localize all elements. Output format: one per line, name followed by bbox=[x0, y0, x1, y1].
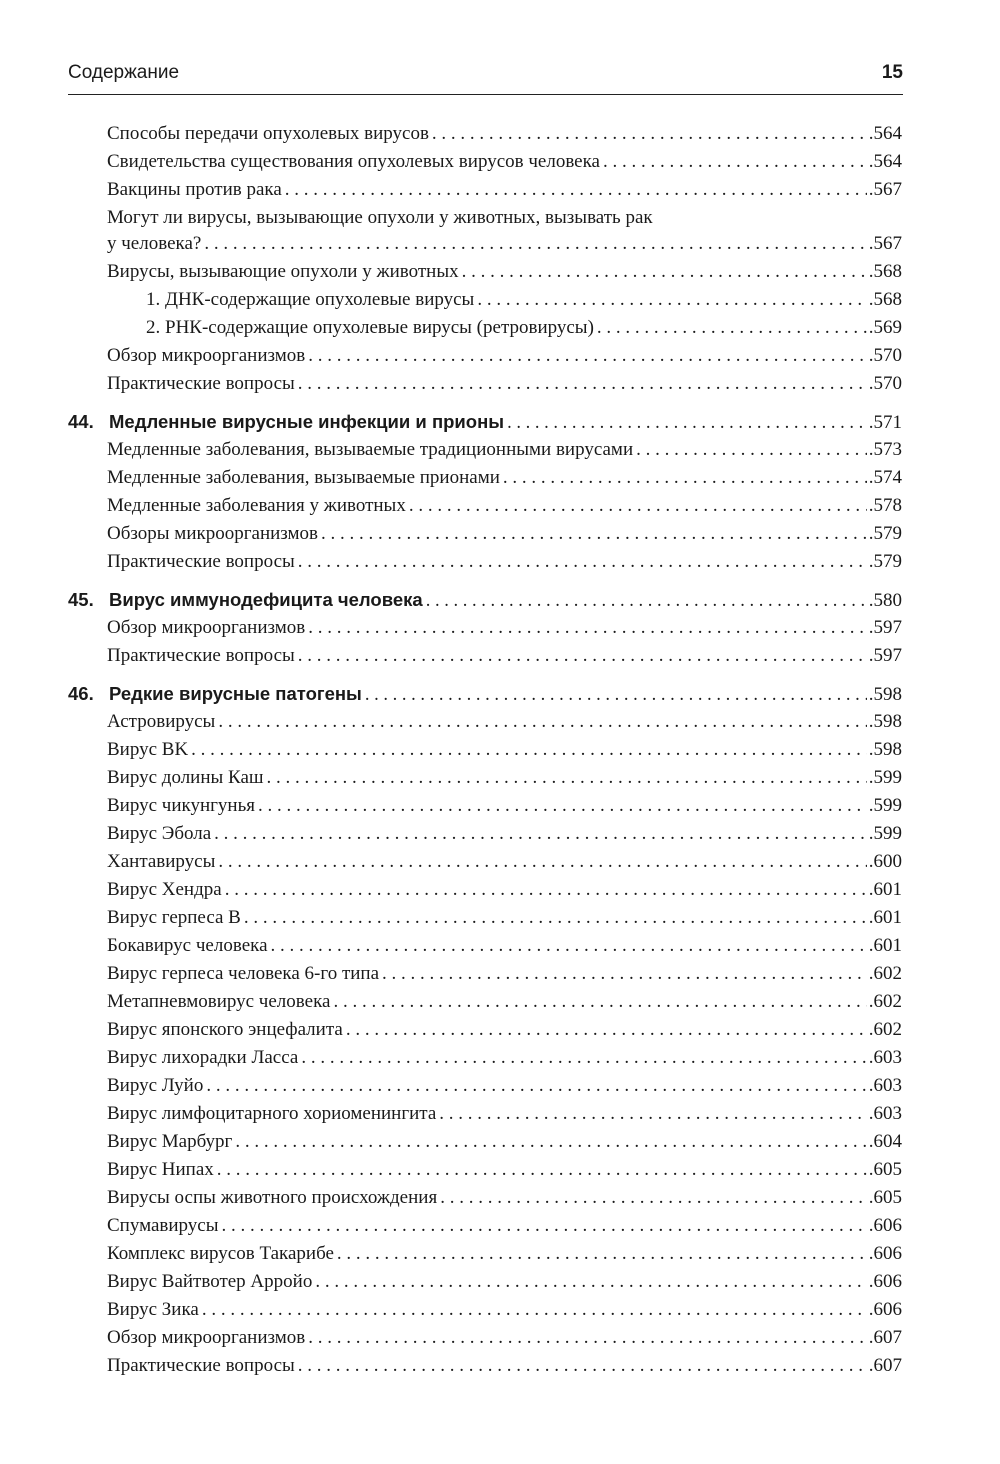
dot-leader bbox=[432, 120, 867, 148]
toc-entry-text: Хантавирусы bbox=[107, 851, 216, 872]
dot-leader bbox=[462, 258, 867, 286]
toc-page-number: .605 bbox=[868, 1159, 902, 1180]
toc-entry bbox=[107, 848, 902, 876]
toc-entry bbox=[107, 736, 902, 764]
toc-entry bbox=[107, 548, 902, 576]
toc-page-number: .570 bbox=[868, 345, 902, 366]
toc-page-number: .599 bbox=[868, 767, 902, 788]
toc-entry-label bbox=[107, 1352, 295, 1380]
dot-leader bbox=[346, 1016, 867, 1044]
toc-entry-label bbox=[107, 1268, 312, 1296]
dot-leader bbox=[315, 1268, 866, 1296]
dot-leader bbox=[440, 1184, 867, 1212]
toc-entry-text: 2. РНК-содержащие опухолевые вирусы (ретровирусы) bbox=[146, 317, 594, 338]
toc-page-number: .603 bbox=[868, 1103, 902, 1124]
toc-entry bbox=[107, 1240, 902, 1268]
dot-leader bbox=[298, 642, 867, 670]
dot-leader bbox=[285, 176, 867, 204]
toc-entry-text: Вирус Зика bbox=[107, 1299, 199, 1320]
toc-entry-text: Обзор микроорганизмов bbox=[107, 1327, 306, 1348]
chapter-number: 45. bbox=[68, 589, 94, 610]
toc-entry-text: Метапневмовирус человека bbox=[107, 991, 331, 1012]
dot-leader bbox=[298, 548, 867, 576]
toc-entry bbox=[107, 820, 902, 848]
toc-entry-label bbox=[107, 1072, 203, 1100]
toc-entry-label bbox=[107, 1156, 214, 1184]
toc-entry-label bbox=[107, 820, 211, 848]
toc-entry-label bbox=[68, 680, 362, 708]
toc-entry bbox=[107, 1324, 902, 1352]
toc-entry bbox=[107, 1268, 902, 1296]
toc-entry bbox=[107, 176, 902, 204]
toc-entry-text: Способы передачи опухолевых вирусов bbox=[107, 123, 429, 144]
dot-leader bbox=[235, 1128, 866, 1156]
dot-leader bbox=[267, 764, 867, 792]
toc-entry-label-line: Могут ли вирусы, вызывающие опухоли у животных, вызывать рак bbox=[107, 207, 653, 228]
toc-entry bbox=[107, 1016, 902, 1044]
toc-entry-label bbox=[107, 1212, 219, 1240]
toc-page-number: .569 bbox=[868, 317, 902, 338]
dot-leader bbox=[603, 148, 867, 176]
dot-leader bbox=[308, 614, 867, 642]
toc-entry-label bbox=[107, 176, 282, 204]
dot-leader bbox=[191, 736, 867, 764]
toc-entry-text: Вирус иммунодефицита человека bbox=[109, 589, 423, 610]
toc-entry-text: Обзоры микроорганизмов bbox=[107, 523, 319, 544]
chapter-number: 44. bbox=[68, 411, 94, 432]
toc-page-number: .578 bbox=[868, 495, 902, 516]
toc-page-number: .568 bbox=[868, 289, 902, 310]
toc-entry bbox=[107, 1212, 902, 1240]
toc-entry-text: Медленные заболевания, вызываемые прионами bbox=[107, 467, 500, 488]
toc-entry-label bbox=[107, 492, 406, 520]
toc-entry-text: Вирус чикунгунья bbox=[107, 795, 255, 816]
section-title: Содержание bbox=[68, 62, 180, 83]
toc-entry-label bbox=[107, 614, 305, 642]
toc-page-number: .567 bbox=[868, 233, 902, 254]
toc-page-number: .601 bbox=[868, 935, 902, 956]
toc-page-number: .579 bbox=[868, 551, 902, 572]
dot-leader bbox=[271, 932, 867, 960]
dot-leader bbox=[333, 988, 866, 1016]
toc-entry-text: Вирус лимфоцитарного хориоменингита bbox=[107, 1103, 437, 1124]
toc-entry-label bbox=[107, 1184, 437, 1212]
toc-entry-label bbox=[107, 230, 201, 258]
toc-page-number: .597 bbox=[868, 645, 902, 666]
toc-page-number: .597 bbox=[868, 617, 902, 638]
dot-leader bbox=[426, 587, 867, 615]
toc-entry-text: Вирус Марбург bbox=[107, 1131, 233, 1152]
toc-entry-label bbox=[107, 792, 255, 820]
toc-entry-label bbox=[107, 1324, 305, 1352]
toc-page-number: .579 bbox=[868, 523, 902, 544]
toc-entry-text: Вирус Вайтвотер Арройо bbox=[107, 1271, 313, 1292]
dot-leader bbox=[636, 436, 867, 464]
toc-page-number: .606 bbox=[868, 1299, 902, 1320]
toc-entry-label bbox=[107, 642, 295, 670]
toc-entry bbox=[107, 1100, 902, 1128]
toc-entry-text: Практические вопросы bbox=[107, 551, 295, 572]
toc-page-number: .600 bbox=[868, 851, 902, 872]
toc-entry-label bbox=[107, 988, 330, 1016]
toc-entry bbox=[146, 286, 902, 314]
toc-entry-text: Вирус Эбола bbox=[107, 823, 212, 844]
toc-entry bbox=[107, 230, 902, 258]
toc-entry-text: Вирус BK bbox=[107, 739, 189, 760]
dot-leader bbox=[308, 342, 867, 370]
toc-page-number: .607 bbox=[868, 1355, 902, 1376]
dot-leader bbox=[225, 876, 867, 904]
toc-page-number: .599 bbox=[868, 795, 902, 816]
toc-entry bbox=[107, 764, 902, 792]
toc-entry-label bbox=[107, 148, 600, 176]
dot-leader bbox=[321, 520, 867, 548]
dot-leader bbox=[244, 904, 867, 932]
dot-leader bbox=[202, 1296, 867, 1324]
toc-chapter bbox=[68, 680, 902, 708]
toc-entry-label bbox=[107, 1100, 436, 1128]
toc-entry-text: Медленные заболевания у животных bbox=[107, 495, 406, 516]
toc-entry bbox=[107, 932, 902, 960]
toc-entry bbox=[107, 988, 902, 1016]
toc-page-number: .606 bbox=[868, 1271, 902, 1292]
toc-entry bbox=[107, 642, 902, 670]
toc-entry-text: Практические вопросы bbox=[107, 1355, 295, 1376]
toc-entry-label bbox=[107, 520, 318, 548]
toc-entry-label bbox=[107, 1296, 199, 1324]
toc-entry-text: Вирус Хендра bbox=[107, 879, 222, 900]
toc-page-number: .598 bbox=[868, 711, 902, 732]
toc-page-number: .603 bbox=[868, 1075, 902, 1096]
toc-entry-label bbox=[107, 1016, 343, 1044]
toc-entry-text: Практические вопросы bbox=[107, 645, 295, 666]
toc-entry bbox=[107, 792, 902, 820]
dot-leader bbox=[258, 792, 867, 820]
toc-entry-text: Вирус Нипах bbox=[107, 1159, 214, 1180]
toc-entry-text: Астровирусы bbox=[107, 711, 216, 732]
dot-leader bbox=[206, 1072, 866, 1100]
toc-entry bbox=[107, 258, 902, 286]
toc-entry-label bbox=[107, 764, 264, 792]
toc-page-number: .606 bbox=[868, 1243, 902, 1264]
page-number: 15 bbox=[881, 62, 903, 83]
toc-entry-text: 1. ДНК-содержащие опухолевые вирусы bbox=[146, 289, 475, 310]
toc-entry-text: Практические вопросы bbox=[107, 373, 295, 394]
toc-entry bbox=[107, 1128, 902, 1156]
dot-leader bbox=[222, 1212, 867, 1240]
toc-entry bbox=[107, 876, 902, 904]
toc-entry-text: Свидетельства существования опухолевых вирусов человека bbox=[107, 151, 600, 172]
toc-entry-label bbox=[107, 904, 241, 932]
toc-page-number: .602 bbox=[868, 963, 902, 984]
toc-entry bbox=[107, 1352, 902, 1380]
dot-leader bbox=[382, 960, 867, 988]
toc-entry bbox=[107, 1044, 902, 1072]
toc-entry-label bbox=[107, 848, 215, 876]
toc-entry bbox=[107, 342, 902, 370]
toc-entry bbox=[107, 370, 902, 398]
dot-leader bbox=[503, 464, 867, 492]
dot-leader bbox=[507, 409, 867, 437]
dot-leader bbox=[439, 1100, 866, 1128]
toc-entry bbox=[107, 614, 902, 642]
toc-entry-label bbox=[107, 464, 500, 492]
toc-page-number: .571 bbox=[868, 412, 902, 433]
toc-entry-label bbox=[107, 370, 295, 398]
toc-entry bbox=[107, 904, 902, 932]
toc-entry bbox=[107, 520, 902, 548]
toc-entry-text: Вирус герпеса человека 6-го типа bbox=[107, 963, 380, 984]
toc-entry-label bbox=[107, 876, 222, 904]
toc-entry bbox=[107, 960, 902, 988]
dot-leader bbox=[298, 1352, 867, 1380]
toc-page-number: .564 bbox=[868, 151, 902, 172]
dot-leader bbox=[214, 820, 867, 848]
toc-page-number: .570 bbox=[868, 373, 902, 394]
dot-leader bbox=[301, 1044, 866, 1072]
toc-entry-text: Спумавирусы bbox=[107, 1215, 219, 1236]
toc-entry-label bbox=[146, 286, 474, 314]
toc-entry-text: Вакцины против рака bbox=[107, 179, 282, 200]
toc-entry bbox=[107, 148, 902, 176]
toc-entry-text: Вирусы, вызывающие опухоли у животных bbox=[107, 261, 459, 282]
toc-entry-label bbox=[107, 258, 459, 286]
dot-leader bbox=[477, 286, 866, 314]
toc-entry bbox=[107, 1296, 902, 1324]
toc-entry-label bbox=[146, 314, 594, 342]
dot-leader bbox=[365, 681, 867, 709]
toc-page-number: .605 bbox=[868, 1187, 902, 1208]
toc-entry-text: Обзор микроорганизмов bbox=[107, 617, 306, 638]
toc-page-number: .567 bbox=[868, 179, 902, 200]
toc-page-number: .599 bbox=[868, 823, 902, 844]
toc-page-number: .568 bbox=[868, 261, 902, 282]
toc-entry bbox=[146, 314, 902, 342]
toc-page-number: .602 bbox=[868, 991, 902, 1012]
toc-page-number: .598 bbox=[868, 739, 902, 760]
toc-entry-text: Вирус Луйо bbox=[107, 1075, 204, 1096]
toc-entry-text: Вирус долины Каш bbox=[107, 767, 264, 788]
toc-page-number: .601 bbox=[868, 907, 902, 928]
toc-entry-label bbox=[107, 120, 429, 148]
toc-entry-label bbox=[107, 736, 188, 764]
toc-entry bbox=[107, 1156, 902, 1184]
toc-entry-label bbox=[107, 960, 379, 988]
toc-entry bbox=[107, 464, 902, 492]
toc-entry-text: Вирус герпеса B bbox=[107, 907, 241, 928]
toc-entry-text: Редкие вирусные патогены bbox=[109, 683, 362, 704]
dot-leader bbox=[409, 492, 867, 520]
dot-leader bbox=[298, 370, 867, 398]
chapter-number: 46. bbox=[68, 683, 94, 704]
toc-page-number: .603 bbox=[868, 1047, 902, 1068]
toc-entry-text: Комплекс вирусов Такарибе bbox=[107, 1243, 334, 1264]
toc-chapter bbox=[68, 408, 902, 436]
toc-entry bbox=[107, 436, 902, 464]
toc-entry bbox=[107, 120, 902, 148]
toc-entry-text: у человека? bbox=[107, 233, 202, 254]
toc-entry-text: Вирус лихорадки Ласса bbox=[107, 1047, 299, 1068]
toc-entry-text: Вирус японского энцефалита bbox=[107, 1019, 343, 1040]
toc-page-number: .574 bbox=[868, 467, 902, 488]
toc-entry-label bbox=[107, 932, 268, 960]
toc-entry-label bbox=[107, 548, 295, 576]
toc-page-number: .564 bbox=[868, 123, 902, 144]
toc-entry-text: Вирусы оспы животного происхождения bbox=[107, 1187, 438, 1208]
toc-entry bbox=[107, 492, 902, 520]
toc-page-number: .601 bbox=[868, 879, 902, 900]
toc-entry-label bbox=[107, 342, 305, 370]
dot-leader bbox=[218, 848, 866, 876]
toc-entry bbox=[107, 1184, 902, 1212]
toc-entry bbox=[107, 708, 902, 736]
toc-page-number: .598 bbox=[868, 684, 902, 705]
toc-entry-label bbox=[68, 586, 423, 614]
toc-entry-text: Бокавирус человека bbox=[107, 935, 268, 956]
toc-page-number: .580 bbox=[868, 590, 902, 611]
dot-leader bbox=[217, 1156, 867, 1184]
toc-entry-text: Медленные вирусные инфекции и прионы bbox=[109, 411, 505, 432]
toc-entry-text: Медленные заболевания, вызываемые традиционными вирусами bbox=[107, 439, 634, 460]
toc-entry-label bbox=[107, 1128, 232, 1156]
toc-page-number: .602 bbox=[868, 1019, 902, 1040]
dot-leader bbox=[337, 1240, 867, 1268]
toc-page-number: .604 bbox=[868, 1131, 902, 1152]
toc-entry bbox=[107, 1072, 902, 1100]
toc-entry-label bbox=[107, 1044, 298, 1072]
toc-page-number: .606 bbox=[868, 1215, 902, 1236]
toc-page-number: .573 bbox=[868, 439, 902, 460]
toc-entry-label bbox=[107, 1240, 334, 1268]
toc-entry-label bbox=[68, 408, 504, 436]
toc-entry-label bbox=[107, 708, 215, 736]
toc-entry-label bbox=[107, 436, 633, 464]
dot-leader bbox=[218, 708, 866, 736]
toc-entry-text: Обзор микроорганизмов bbox=[107, 345, 306, 366]
dot-leader bbox=[308, 1324, 867, 1352]
dot-leader bbox=[597, 314, 867, 342]
toc-page-number: .607 bbox=[868, 1327, 902, 1348]
dot-leader bbox=[204, 230, 866, 258]
toc-chapter bbox=[68, 586, 902, 614]
